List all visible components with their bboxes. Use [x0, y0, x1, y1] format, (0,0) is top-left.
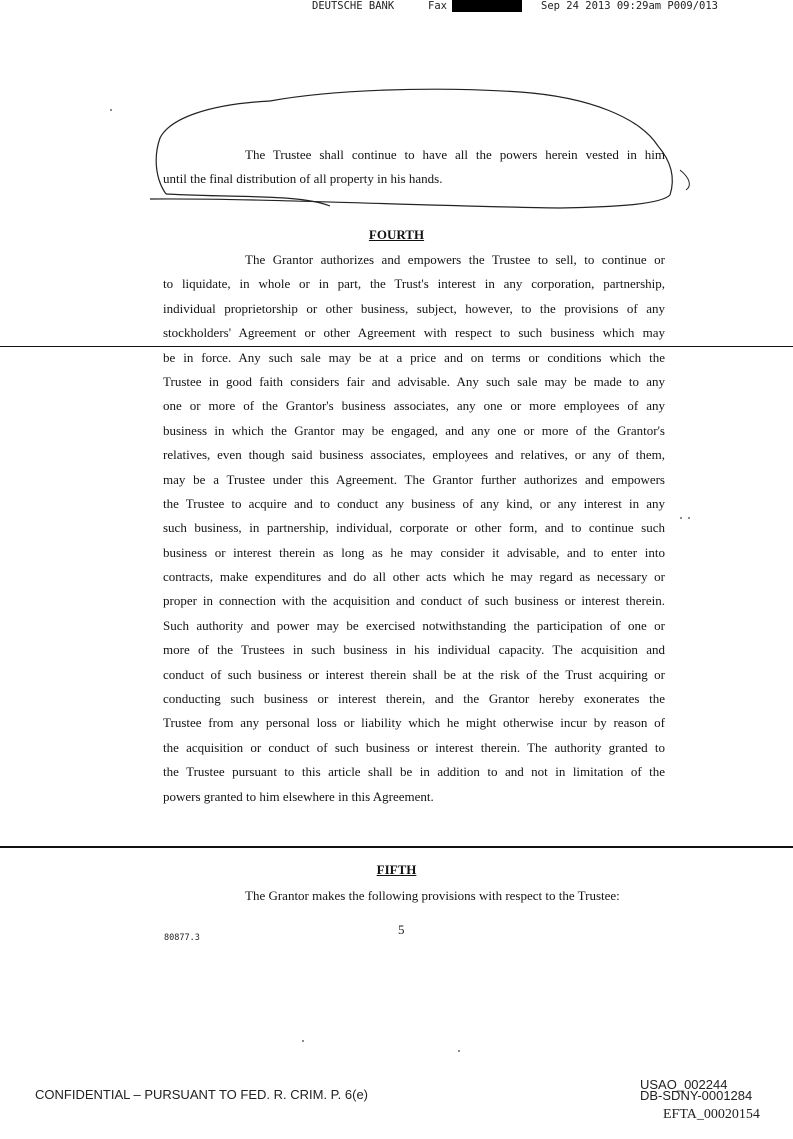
fourth-body	[163, 248, 665, 809]
scan-speck	[110, 109, 112, 111]
fourth-line: contracts, make expenditures and do all other acts which he may regard as necessary or	[163, 569, 665, 585]
fax-date-page: Sep 24 2013 09:29am P009/013	[541, 0, 719, 12]
document-id: 80877.3	[164, 933, 200, 943]
fax-sender: DEUTSCHE BANK	[312, 0, 395, 12]
efta-number: EFTA_00020154	[663, 1107, 760, 1122]
fourth-line: business in which the Grantor may be engaged, and any one or more of the Grantor's	[163, 422, 665, 438]
fax-crease-line	[0, 846, 793, 848]
fourth-line: proper in connection with the acquisition and conduct of such business or interest therein.	[163, 593, 665, 609]
scan-speck	[458, 1050, 460, 1052]
fourth-line: may be a Trustee under this Agreement. The Grantor further authorizes and empowers	[163, 471, 665, 487]
fourth-line: powers granted to him elsewhere in this Agreement.	[163, 788, 434, 804]
fourth-line: business or interest therein as long as he may consider it advisable, and to enter into	[163, 544, 665, 560]
scan-speck	[688, 517, 690, 519]
fax-crease-line	[0, 346, 793, 347]
fourth-line: the Trustee pursuant to this article shall be in addition to and not in limitation of the	[163, 764, 665, 780]
scan-speck	[302, 1040, 304, 1042]
heading-fourth: FOURTH	[368, 227, 425, 242]
fourth-line: the Trustee to acquire and to conduct any business of any kind, or any interest in any	[163, 495, 665, 511]
confidentiality-notice: CONFIDENTIAL – PURSUANT TO FED. R. CRIM. P. 6(e)	[35, 1087, 369, 1102]
fourth-line: Trustee in good faith considers fair and advisable. Any such sale may be made to any	[163, 373, 665, 389]
page-number: 5	[398, 922, 405, 937]
fourth-line: individual proprietorship or other business, subject, however, to the provisions of any	[163, 300, 665, 316]
fourth-line: Such authority and power may be exercised notwithstanding the participation of one or	[163, 617, 665, 633]
fourth-line: conduct of such business or interest therein shall be at the risk of the Trust acquiring or	[163, 666, 665, 682]
fourth-line: to liquidate, in whole or in part, the Trust's interest in any corporation, partnership,	[163, 276, 665, 292]
boxed-paragraph	[163, 143, 665, 192]
fifth-line: The Grantor makes the following provisions with respect to the Trustee:	[245, 888, 620, 903]
boxed-line-2: until the final distribution of all property in his hands.	[163, 171, 443, 187]
fourth-line: Trustee from any personal loss or liability which he might otherwise incur by reason of	[163, 715, 665, 731]
fourth-line: be in force. Any such sale may be at a price and on terms or conditions which the	[163, 349, 665, 365]
bates-usao: USAO_002244	[640, 1077, 728, 1092]
boxed-line-1: The Trustee shall continue to have all the powers herein vested in him	[245, 147, 665, 162]
fourth-line: more of the Trustees in such business in his individual capacity. The acquisition and	[163, 642, 665, 658]
fax-label: Fax	[428, 0, 447, 12]
scan-speck	[680, 517, 682, 519]
fourth-line: relatives, even though said business associates, employees and relatives, or any of them,	[163, 447, 665, 463]
heading-fifth: FIFTH	[376, 862, 417, 877]
fourth-line: the acquisition or conduct of such business or interest therein. The authority granted to	[163, 739, 665, 755]
fourth-line: one or more of the Grantor's business associates, any one or more employees of any	[163, 398, 665, 414]
fourth-line: such business, in partnership, individual, corporate or other form, and to continue such	[163, 520, 665, 536]
fourth-line: stockholders' Agreement or other Agreement with respect to such business which may	[163, 325, 665, 341]
fourth-line: The Grantor authorizes and empowers the Trustee to sell, to continue or	[245, 252, 665, 267]
fourth-line: conducting such business or interest therein, and the Grantor hereby exonerates the	[163, 691, 665, 707]
fifth-body	[163, 884, 665, 908]
bates-db: DB-SDNY-0001284	[640, 1088, 753, 1103]
